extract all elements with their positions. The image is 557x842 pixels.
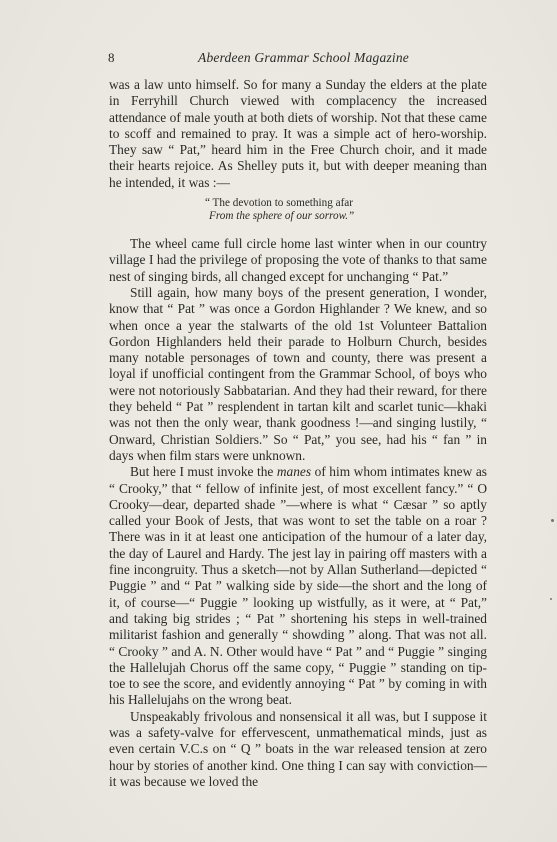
page-header (108, 50, 488, 68)
article-body (109, 77, 487, 790)
paragraph-wheel: The wheel came full circle home last winter when in our country village I had the privilege of proposing the vote of thanks to that same nest of singing birds, all changed except for unchanging “ Pat.” (109, 236, 487, 284)
manes-word: manes (276, 464, 312, 480)
section-gap (109, 222, 487, 236)
paper-speck (551, 519, 554, 522)
paragraph-final: Unspeakably frivolous and nonsensical it all was, but I suppose it was a safety-valve for effervescent, unmathematical minds, just as even certain V.C.s on “ Q ” boats in the war released tension at zero hour by stories of another kind. One thing I can say with conviction—it was because we loved the (109, 708, 487, 789)
paragraph-gordon-highlander: Still again, how many boys of the present generation, I wonder, know that “ Pat ” was once a Gordon Highlander ? We knew, and so when once a year the stalwarts of the old 1st Volunteer Battalion Gordon Highlanders held their parade to Holburn Church, besides many notable personages of town and county, there was present a loyal if unofficial contingent from the Grammar School, of boys who were not notoriously Sabbatarian. And they had their reward, for there they beheld “ Pat ” resplendent in tartan kilt and scarlet tunic—khaki was not then the only wear, thank goodness !—and singing lustily, “ Onward, Christian Soldiers.” So “ Pat,” you see, had his “ fan ” in days when film stars were unknown. (109, 284, 487, 463)
running-title: Aberdeen Grammar School Magazine (198, 50, 409, 65)
quote-line-2: From the sphere of our sorrow.” (209, 209, 355, 222)
paper-speck (550, 598, 552, 600)
paragraph-crooky (109, 464, 487, 708)
quote-line-1: “ The devotion to something afar (205, 197, 353, 210)
paragraph-opening: was a law unto himself. So for many a Sunday the elders at the plate in Ferryhill Church viewed with complacency the increased attendance of male youth at both diets of worship. Not that these came to scoff and remained to pray. It was a simple act of hero-worship. They saw “ Pat,” heard him in the Free Church choir, and it made their hearts rejoice. As Shelley puts it, but with deeper meaning than he intended, it was :— (109, 77, 487, 190)
manes-after: of him whom intimates knew as “ Crooky,” that “ fellow of infinite jest, of most excellent fancy.” “ O Crooky—dear, departed shade ”—where is what “ Cæsar ” so aptly called your Book of Jests, that was wont to set the table on a roar ? There was in it at least one anticipation of the humour of a later day, the day of Laurel and Hardy. The jest lay in pairing off masters with a fine incongruity. Thus a sketch—not by Allan Sutherland—depicted “ Puggie ” and “ Pat ” walking side by side—the short and the long of it, of course—“ Puggie ” looking up wistfully, as it were, at “ Pat,” and taking big strides ; “ Pat ” shortening his steps in well-trained militarist fashion and generally “ showding ” along. That was not all. “ Crooky ” and A. N. Other would have “ Pat ” and “ Puggie ” singing the Hallelujah Chorus off the same copy, “ Puggie ” standing on tip-toe to see the score, and evidently annoying “ Pat ” by coming in with his Hallelujahs on the wrong beat. (109, 464, 487, 708)
page-number: 8 (108, 50, 115, 65)
manes-before: But here I must invoke the (130, 464, 277, 480)
verse-quote (109, 197, 487, 222)
